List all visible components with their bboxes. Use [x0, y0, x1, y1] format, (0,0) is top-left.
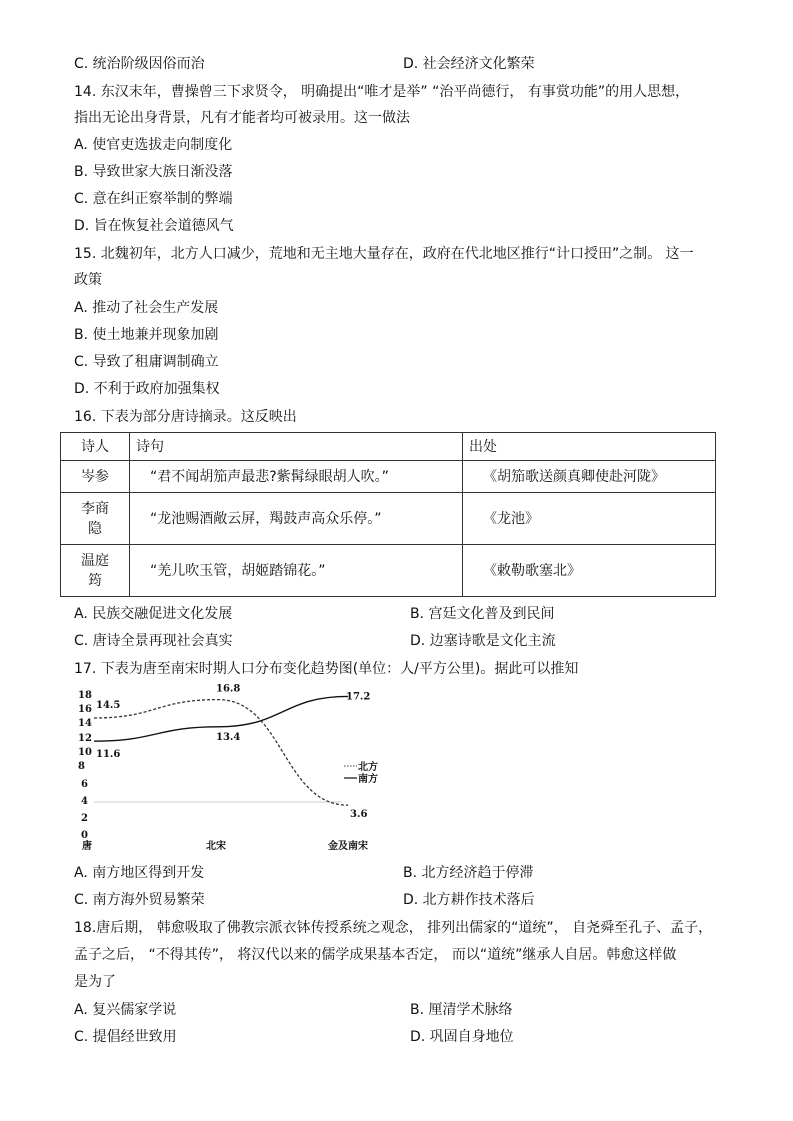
verse-cell: “龙池赐酒敞云屏，羯鼓声高众乐停。” [130, 493, 463, 545]
y-tick-label: 16 [78, 704, 92, 715]
q17-option-c: C. 南方海外贸易繁荣 [74, 892, 205, 908]
q18-stem-line1: 18.唐后期， 韩愈吸取了佛教宗派衣钵传授系统之观念， 排列出儒家的“道统”， 自尧舜至孔子、孟子， [74, 920, 713, 936]
q14-option-b: B. 导致世家大族日渐没落 [74, 164, 233, 180]
y-tick-label: 0 [81, 830, 88, 841]
y-tick-label: 10 [78, 747, 92, 758]
verse-cell: “君不闻胡笳声最悲?紫髯绿眼胡人吹。” [130, 461, 463, 493]
x-tick-label: 金及南宋 [328, 841, 368, 852]
table-row [61, 461, 716, 493]
source-cell: 《敕勒歌塞北》 [463, 545, 716, 597]
data-label: 13.4 [216, 731, 241, 743]
q16-stem: 16. 下表为部分唐诗摘录。这反映出 [74, 409, 297, 425]
q17-stem: 17. 下表为唐至南宋时期人口分布变化趋势图(单位：人/平方公里)。据此可以推知 [74, 661, 579, 677]
data-label: 3.6 [350, 809, 368, 821]
legend-label-south: 南方 [358, 774, 378, 785]
poet-cell: 温庭 筠 [61, 545, 130, 597]
q18-option-a: A. 复兴儒家学说 [74, 1002, 177, 1018]
q16-option-c: C. 唐诗全景再现社会真实 [74, 633, 233, 649]
q18-option-b: B. 厘清学术脉络 [410, 1002, 513, 1018]
q15-option-a: A. 推动了社会生产发展 [74, 300, 219, 316]
data-label: 11.6 [96, 749, 121, 761]
q15-option-c: C. 导致了租庸调制确立 [74, 354, 219, 370]
poem-table [60, 432, 716, 597]
q14-option-d: D. 旨在恢复社会道德风气 [74, 218, 234, 234]
y-tick-label: 6 [81, 779, 88, 790]
y-tick-label: 8 [78, 761, 85, 772]
q17-option-b: B. 北方经济趋于停滞 [403, 865, 534, 881]
series-line-north [94, 700, 348, 806]
y-tick-label: 4 [81, 796, 88, 807]
poet-cell: 李商 隐 [61, 493, 130, 545]
q14-option-c: C. 意在纠正察举制的弊端 [74, 191, 233, 207]
y-tick-label: 12 [78, 733, 92, 744]
series-layer [94, 696, 348, 805]
q14-option-a: A. 使官吏选拔走向制度化 [74, 137, 233, 153]
q16-option-a: A. 民族交融促进文化发展 [74, 606, 233, 622]
q18-stem-line3: 是为了 [74, 974, 116, 990]
legend [344, 760, 378, 785]
population-density-chart [72, 683, 392, 853]
header-source: 出处 [463, 433, 716, 461]
poet-cell: 岑参 [61, 461, 130, 493]
data-label: 14.5 [96, 700, 121, 711]
y-tick-label: 18 [78, 690, 92, 701]
q18-option-d: D. 巩固自身地位 [410, 1029, 514, 1045]
q14-stem-line2: 指出无论出身背景，凡有才能者均可被录用。这一做法 [74, 110, 410, 126]
table-header-row [61, 433, 716, 461]
data-label: 17.2 [346, 691, 371, 703]
q13-option-d: D. 社会经济文化繁荣 [403, 56, 535, 72]
legend-label-north: 北方 [358, 762, 378, 773]
q18-option-c: C. 提倡经世致用 [74, 1029, 177, 1045]
header-verse: 诗句 [130, 433, 463, 461]
q16-option-b: B. 宫廷文化普及到民间 [410, 606, 555, 622]
q14-stem-line1: 14. 东汉末年，曹操曾三下求贤令， 明确提出“唯才是举” “治平尚德行， 有事赏功能”的用人思想， [74, 84, 690, 100]
q17-option-d: D. 北方耕作技术落后 [403, 892, 535, 908]
data-label: 16.8 [216, 683, 241, 695]
x-axis [82, 839, 368, 852]
x-tick-label: 唐 [82, 841, 92, 852]
q16-option-d: D. 边塞诗歌是文化主流 [410, 633, 556, 649]
verse-cell: “羌儿吹玉管，胡姬踏锦花。” [130, 545, 463, 597]
table-row [61, 545, 716, 597]
y-axis [78, 690, 92, 841]
source-cell: 《胡笳歌送颜真卿使赴河陇》 [463, 461, 716, 493]
source-cell: 《龙池》 [463, 493, 716, 545]
q15-stem-line2: 政策 [74, 272, 102, 288]
y-tick-label: 2 [81, 813, 88, 824]
q13-option-c: C. 统治阶级因俗而治 [74, 56, 205, 72]
q17-option-a: A. 南方地区得到开发 [74, 865, 205, 881]
data-labels [96, 684, 370, 821]
q15-option-b: B. 使土地兼并现象加剧 [74, 327, 219, 343]
q15-stem-line1: 15. 北魏初年，北方人口减少，荒地和无主地大量存在，政府在代北地区推行“计口授田”之制。 这一 [74, 246, 694, 262]
q15-option-d: D. 不利于政府加强集权 [74, 381, 220, 397]
q18-stem-line2: 孟子之后， “不得其传”， 将汉代以来的儒学成果基本否定， 而以“道统”继承人自居。韩愈这样做 [74, 947, 677, 963]
table-row [61, 493, 716, 545]
header-poet: 诗人 [61, 433, 130, 461]
x-tick-label: 北宋 [206, 841, 226, 852]
y-tick-label: 14 [78, 718, 92, 729]
